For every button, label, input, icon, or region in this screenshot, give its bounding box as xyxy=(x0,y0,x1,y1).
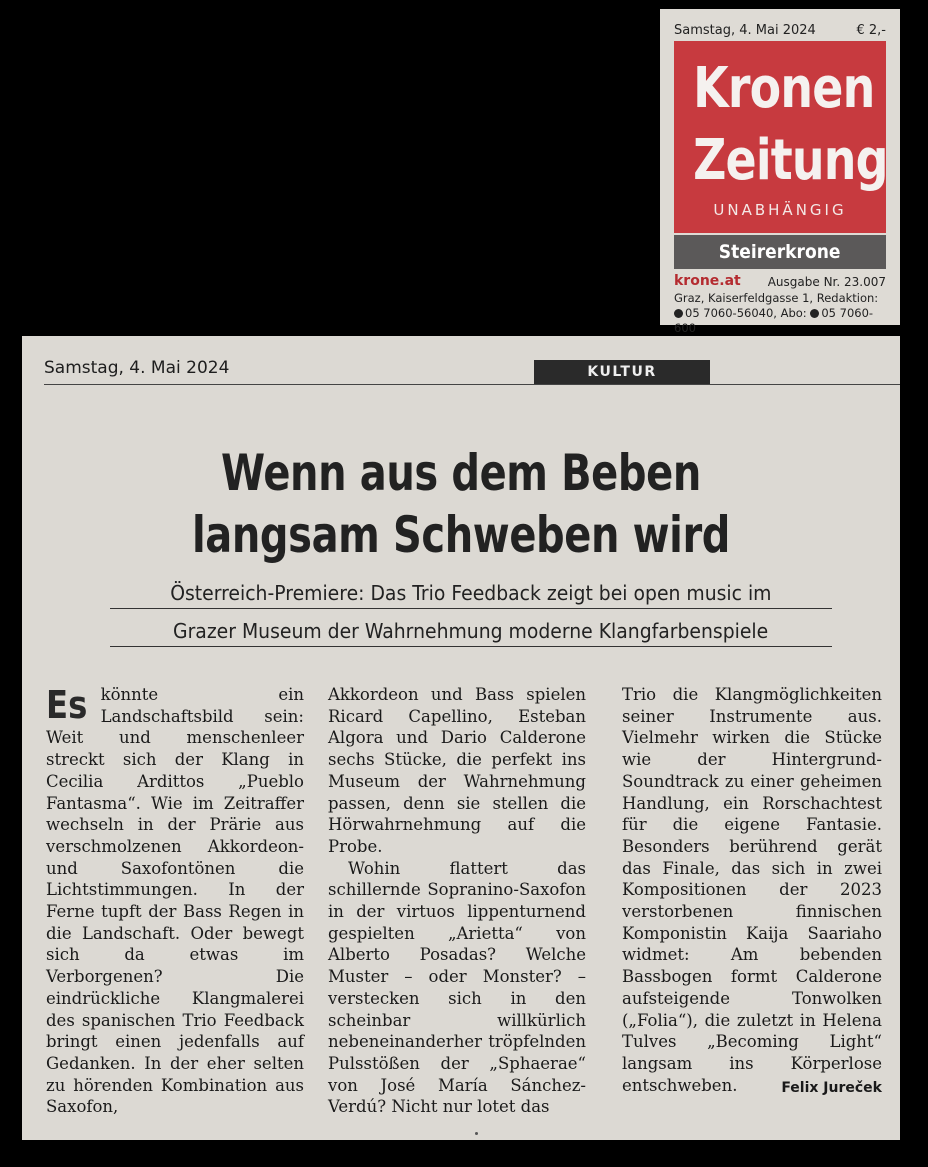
article-column-2 xyxy=(328,684,586,1118)
logo-word-zeitung: Zeitung xyxy=(693,128,888,193)
article-column-1 xyxy=(46,684,304,1118)
phone-icon xyxy=(674,309,683,318)
regional-edition-bar xyxy=(674,235,886,269)
headline-line-2: langsam Schweben wird xyxy=(191,506,731,564)
newspaper-masthead xyxy=(660,9,900,335)
phone-icon xyxy=(810,309,819,318)
column-3-text: Trio die Klangmöglichkeiten seiner Instrumente aus. Vielmehr wirken die Stücke wie der Hintergrund-Soundtrack zu einer geheimen Handlung, ein Rorschachtest für die eigene Fantasie. Besonders berührend gerät das Finale, das sich in zwei Kompositionen der 2023 verstorbenen finnischen Komponistin Kaija Saariaho widmet: Am bebenden Bassbogen formt Calderone aufsteigende Tonwolken („Folia“), die zuletzt in Helena Tulves „Becoming Light“ langsam ins Körperlose entschweben. xyxy=(622,685,882,1095)
masthead-header xyxy=(674,19,886,41)
paragraph xyxy=(622,684,882,1096)
print-speck xyxy=(475,1132,478,1135)
column-1-text: könnte ein Landschaftsbild sein: Weit und menschenleer streckt sich der Klang in Cecilia Ardittos „Pueblo Fantasma“. Wie im Zeitraffer wechseln in der Prärie aus verschmolzenen Akkordeon- und Saxofontönen die Lichtstimmungen. In der Ferne tupft der Bass Regen in die Landschaft. Oder bewegt sich da etwas im Verborgenen? Die eindrückliche Klangmalerei des spanischen Trio Feedback bringt einen jedenfalls auf Gedanken. In der eher selten zu hörenden Kombination aus Saxofon, xyxy=(46,685,304,1117)
masthead-date: Samstag, 4. Mai 2024 xyxy=(674,22,816,38)
author-byline: Felix Jureček xyxy=(781,1079,882,1096)
paragraph xyxy=(46,684,304,1118)
masthead-tagline: UNABHÄNGIG xyxy=(713,201,847,219)
subheadline-text-1: Österreich-Premiere: Das Trio Feedback zeigt bei open music im xyxy=(170,581,772,605)
section-label: KULTUR xyxy=(534,360,710,384)
article-date: Samstag, 4. Mai 2024 xyxy=(44,358,230,378)
regional-edition-name: Steirerkrone xyxy=(719,241,841,263)
article-headline xyxy=(22,442,900,566)
phone-abo: 05 7060-600 xyxy=(674,306,874,335)
masthead-logo-block xyxy=(674,41,886,233)
subheadline-line-1 xyxy=(110,578,832,609)
masthead-contact xyxy=(674,291,892,336)
masthead-website: krone.at xyxy=(674,273,741,289)
masthead-address: Graz, Kaiserfeldgasse 1, Redaktion: xyxy=(674,291,879,305)
subheadline-text-2: Grazer Museum der Wahrnehmung moderne Klangfarbenspiele xyxy=(173,619,769,643)
drop-cap: Es xyxy=(46,683,88,727)
paragraph: Akkordeon und Bass spielen Ricard Capellino, Esteban Algora und Dario Calderone sechs Stücke, die perfekt ins Museum der Wahrnehmung passen, denn sie stellen die Hörwahrnehmung auf die Probe. xyxy=(328,685,586,856)
article-column-3 xyxy=(622,684,882,1099)
masthead-edition-number: Ausgabe Nr. 23.007 xyxy=(767,275,886,289)
masthead-phones xyxy=(674,306,892,336)
subheadline-line-2 xyxy=(110,616,832,647)
article-clipping xyxy=(22,336,900,1140)
headline-line-1: Wenn aus dem Beben xyxy=(221,444,701,502)
paragraph: Wohin flattert das schillernde Sopranino-Saxofon in der virtuos lippenturnend gespielten „Arietta“ von Alberto Posadas? Welche Muster – oder Monster? – verstecken sich in den scheinbar willkürlich nebeneinanderher tröpfelnden Pulsstößen der „Sphaerae“ von José María Sánchez-Verdú? Nicht nur lotet das xyxy=(328,858,586,1117)
logo-word-kronen: Kronen xyxy=(693,56,875,121)
phone-redaktion: 05 7060-56040, Abo: xyxy=(685,306,807,320)
header-rule xyxy=(44,384,900,385)
masthead-price: € 2,- xyxy=(856,22,886,38)
